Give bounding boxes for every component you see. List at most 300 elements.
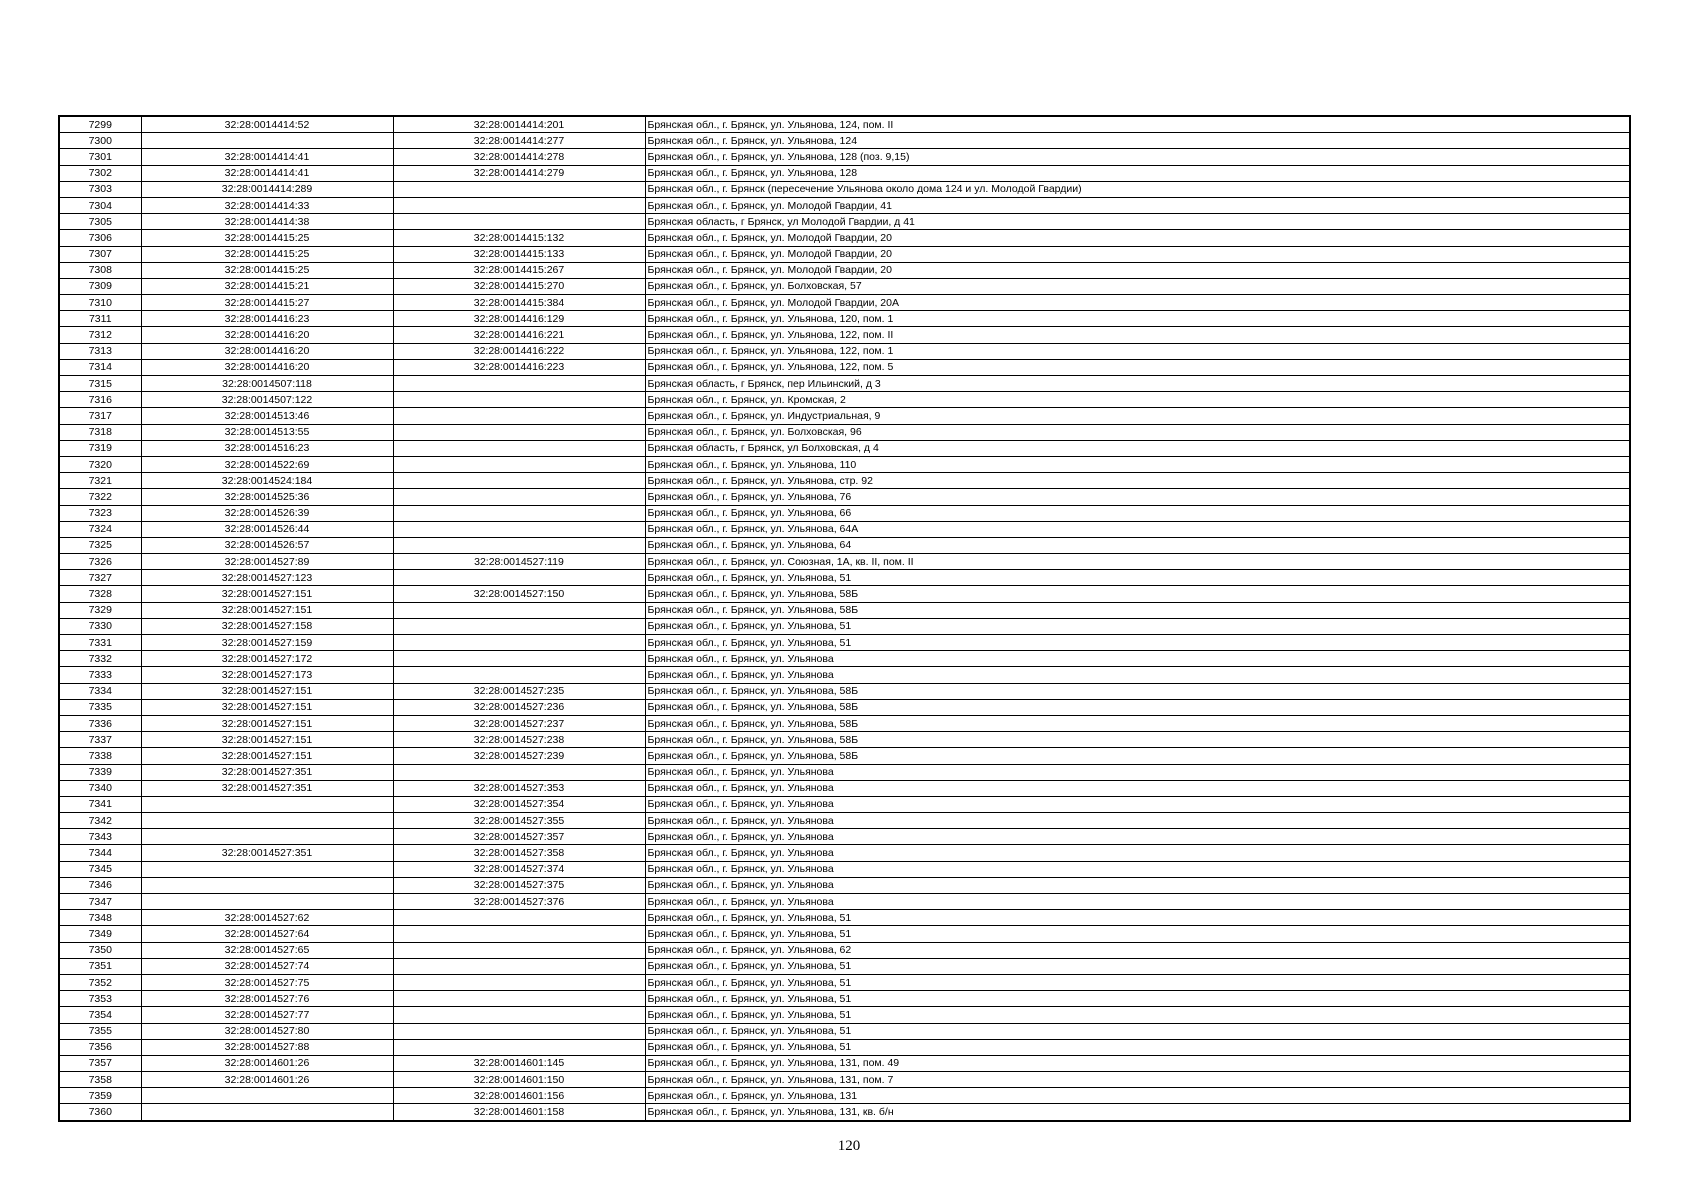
table-row xyxy=(59,635,1630,651)
parcel-number-cell: 32:28:0014507:118 xyxy=(141,376,393,392)
address-cell: Брянская обл., г. Брянск, ул. Ульянова xyxy=(645,813,1630,829)
parcel-number-cell: 32:28:0014527:77 xyxy=(141,1007,393,1023)
parcel-number-cell: 32:28:0014527:351 xyxy=(141,780,393,796)
address-cell: Брянская обл., г. Брянск, ул. Ульянова, 131, пом. 49 xyxy=(645,1055,1630,1071)
parcel-number-cell xyxy=(141,829,393,845)
parcel-number-cell: 32:28:0014527:89 xyxy=(141,554,393,570)
address-cell: Брянская обл., г. Брянск, ул. Индустриальная, 9 xyxy=(645,408,1630,424)
object-number-cell xyxy=(393,764,645,780)
address-cell: Брянская область, г Брянск, ул Болховская, д 4 xyxy=(645,440,1630,456)
row-number-cell: 7339 xyxy=(59,764,141,780)
table-row xyxy=(59,489,1630,505)
table-row xyxy=(59,910,1630,926)
object-number-cell: 32:28:0014527:238 xyxy=(393,732,645,748)
registry-table-body xyxy=(59,116,1630,1121)
address-cell: Брянская обл., г. Брянск, ул. Ульянова xyxy=(645,796,1630,812)
row-number-cell: 7340 xyxy=(59,780,141,796)
object-number-cell: 32:28:0014601:158 xyxy=(393,1104,645,1121)
table-row xyxy=(59,424,1630,440)
row-number-cell: 7317 xyxy=(59,408,141,424)
parcel-number-cell: 32:28:0014414:41 xyxy=(141,149,393,165)
parcel-number-cell: 32:28:0014414:52 xyxy=(141,116,393,133)
parcel-number-cell: 32:28:0014526:44 xyxy=(141,521,393,537)
object-number-cell: 32:28:0014414:279 xyxy=(393,165,645,181)
address-cell: Брянская обл., г. Брянск, ул. Ульянова, 76 xyxy=(645,489,1630,505)
row-number-cell: 7346 xyxy=(59,877,141,893)
row-number-cell: 7322 xyxy=(59,489,141,505)
row-number-cell: 7320 xyxy=(59,456,141,472)
address-cell: Брянская обл., г. Брянск, ул. Ульянова, 58Б xyxy=(645,748,1630,764)
parcel-number-cell: 32:28:0014527:351 xyxy=(141,764,393,780)
row-number-cell: 7345 xyxy=(59,861,141,877)
row-number-cell: 7303 xyxy=(59,181,141,197)
address-cell: Брянская обл., г. Брянск, ул. Ульянова, 58Б xyxy=(645,602,1630,618)
object-number-cell xyxy=(393,473,645,489)
table-row xyxy=(59,877,1630,893)
address-cell: Брянская обл., г. Брянск, ул. Союзная, 1А, кв. II, пом. II xyxy=(645,554,1630,570)
object-number-cell: 32:28:0014416:129 xyxy=(393,311,645,327)
parcel-number-cell: 32:28:0014527:173 xyxy=(141,667,393,683)
parcel-number-cell: 32:28:0014527:151 xyxy=(141,586,393,602)
table-row xyxy=(59,780,1630,796)
row-number-cell: 7310 xyxy=(59,295,141,311)
row-number-cell: 7357 xyxy=(59,1055,141,1071)
table-row xyxy=(59,732,1630,748)
row-number-cell: 7299 xyxy=(59,116,141,133)
object-number-cell xyxy=(393,667,645,683)
row-number-cell: 7328 xyxy=(59,586,141,602)
address-cell: Брянская обл., г. Брянск, ул. Ульянова, 58Б xyxy=(645,683,1630,699)
table-row xyxy=(59,926,1630,942)
address-cell: Брянская обл., г. Брянск, ул. Ульянова, 131, пом. 7 xyxy=(645,1072,1630,1088)
parcel-number-cell: 32:28:0014414:33 xyxy=(141,197,393,213)
table-row xyxy=(59,1055,1630,1071)
row-number-cell: 7353 xyxy=(59,991,141,1007)
row-number-cell: 7314 xyxy=(59,359,141,375)
row-number-cell: 7325 xyxy=(59,537,141,553)
parcel-number-cell: 32:28:0014414:38 xyxy=(141,214,393,230)
object-number-cell: 32:28:0014527:357 xyxy=(393,829,645,845)
row-number-cell: 7338 xyxy=(59,748,141,764)
table-row xyxy=(59,376,1630,392)
object-number-cell: 32:28:0014527:150 xyxy=(393,586,645,602)
parcel-number-cell: 32:28:0014526:57 xyxy=(141,537,393,553)
parcel-number-cell: 32:28:0014527:151 xyxy=(141,683,393,699)
table-row xyxy=(59,618,1630,634)
table-row xyxy=(59,359,1630,375)
parcel-number-cell: 32:28:0014513:55 xyxy=(141,424,393,440)
row-number-cell: 7302 xyxy=(59,165,141,181)
parcel-number-cell: 32:28:0014525:36 xyxy=(141,489,393,505)
row-number-cell: 7309 xyxy=(59,278,141,294)
address-cell: Брянская обл., г. Брянск, ул. Ульянова, 131 xyxy=(645,1088,1630,1104)
row-number-cell: 7313 xyxy=(59,343,141,359)
table-row xyxy=(59,295,1630,311)
parcel-number-cell: 32:28:0014527:351 xyxy=(141,845,393,861)
page-number: 120 xyxy=(837,1138,861,1154)
parcel-number-cell: 32:28:0014527:159 xyxy=(141,635,393,651)
table-row xyxy=(59,586,1630,602)
row-number-cell: 7319 xyxy=(59,440,141,456)
row-number-cell: 7358 xyxy=(59,1072,141,1088)
row-number-cell: 7300 xyxy=(59,133,141,149)
object-number-cell: 32:28:0014527:353 xyxy=(393,780,645,796)
object-number-cell xyxy=(393,1007,645,1023)
address-cell: Брянская обл., г. Брянск, ул. Ульянова xyxy=(645,667,1630,683)
address-cell: Брянская обл., г. Брянск, ул. Ульянова xyxy=(645,829,1630,845)
row-number-cell: 7333 xyxy=(59,667,141,683)
parcel-number-cell: 32:28:0014415:25 xyxy=(141,246,393,262)
table-row xyxy=(59,343,1630,359)
object-number-cell: 32:28:0014601:145 xyxy=(393,1055,645,1071)
parcel-number-cell xyxy=(141,877,393,893)
address-cell: Брянская обл., г. Брянск, ул. Кромская, 2 xyxy=(645,392,1630,408)
parcel-number-cell xyxy=(141,861,393,877)
table-row xyxy=(59,813,1630,829)
object-number-cell: 32:28:0014527:119 xyxy=(393,554,645,570)
row-number-cell: 7354 xyxy=(59,1007,141,1023)
parcel-number-cell: 32:28:0014527:151 xyxy=(141,715,393,731)
table-row xyxy=(59,699,1630,715)
parcel-number-cell: 32:28:0014527:151 xyxy=(141,699,393,715)
address-cell: Брянская обл., г. Брянск, ул. Ульянова, 62 xyxy=(645,942,1630,958)
row-number-cell: 7334 xyxy=(59,683,141,699)
object-number-cell: 32:28:0014415:133 xyxy=(393,246,645,262)
object-number-cell xyxy=(393,376,645,392)
row-number-cell: 7318 xyxy=(59,424,141,440)
table-row xyxy=(59,683,1630,699)
object-number-cell: 32:28:0014601:156 xyxy=(393,1088,645,1104)
address-cell: Брянская обл., г. Брянск, ул. Ульянова, 51 xyxy=(645,991,1630,1007)
parcel-number-cell: 32:28:0014527:76 xyxy=(141,991,393,1007)
table-row xyxy=(59,861,1630,877)
table-row xyxy=(59,230,1630,246)
object-number-cell xyxy=(393,602,645,618)
address-cell: Брянская обл., г. Брянск, ул. Ульянова, 120, пом. 1 xyxy=(645,311,1630,327)
address-cell: Брянская обл., г. Брянск, ул. Ульянова, 66 xyxy=(645,505,1630,521)
table-row xyxy=(59,829,1630,845)
object-number-cell: 32:28:0014416:221 xyxy=(393,327,645,343)
parcel-number-cell xyxy=(141,796,393,812)
parcel-number-cell xyxy=(141,1088,393,1104)
parcel-number-cell: 32:28:0014601:26 xyxy=(141,1055,393,1071)
row-number-cell: 7312 xyxy=(59,327,141,343)
table-row xyxy=(59,991,1630,1007)
object-number-cell: 32:28:0014416:222 xyxy=(393,343,645,359)
parcel-number-cell: 32:28:0014415:21 xyxy=(141,278,393,294)
address-cell: Брянская обл., г. Брянск, ул. Ульянова, 128 (поз. 9,15) xyxy=(645,149,1630,165)
object-number-cell xyxy=(393,489,645,505)
parcel-number-cell: 32:28:0014415:25 xyxy=(141,262,393,278)
object-number-cell: 32:28:0014527:375 xyxy=(393,877,645,893)
parcel-number-cell: 32:28:0014527:74 xyxy=(141,958,393,974)
address-cell: Брянская обл., г. Брянск, ул. Ульянова, 51 xyxy=(645,1039,1630,1055)
table-row xyxy=(59,1072,1630,1088)
row-number-cell: 7323 xyxy=(59,505,141,521)
row-number-cell: 7341 xyxy=(59,796,141,812)
parcel-number-cell: 32:28:0014415:27 xyxy=(141,295,393,311)
table-row xyxy=(59,327,1630,343)
row-number-cell: 7343 xyxy=(59,829,141,845)
object-number-cell: 32:28:0014527:374 xyxy=(393,861,645,877)
object-number-cell xyxy=(393,1023,645,1039)
row-number-cell: 7301 xyxy=(59,149,141,165)
table-row xyxy=(59,505,1630,521)
address-cell: Брянская обл., г. Брянск, ул. Ульянова, 51 xyxy=(645,618,1630,634)
parcel-number-cell: 32:28:0014416:20 xyxy=(141,343,393,359)
table-row xyxy=(59,262,1630,278)
row-number-cell: 7304 xyxy=(59,197,141,213)
row-number-cell: 7355 xyxy=(59,1023,141,1039)
row-number-cell: 7356 xyxy=(59,1039,141,1055)
address-cell: Брянская обл., г. Брянск, ул. Ульянова, 131, кв. б/н xyxy=(645,1104,1630,1121)
address-cell: Брянская обл., г. Брянск, ул. Молодой Гвардии, 20А xyxy=(645,295,1630,311)
parcel-number-cell xyxy=(141,1104,393,1121)
parcel-number-cell: 32:28:0014601:26 xyxy=(141,1072,393,1088)
table-row xyxy=(59,651,1630,667)
table-row xyxy=(59,440,1630,456)
row-number-cell: 7335 xyxy=(59,699,141,715)
table-row xyxy=(59,764,1630,780)
table-row xyxy=(59,165,1630,181)
object-number-cell: 32:28:0014415:384 xyxy=(393,295,645,311)
parcel-number-cell: 32:28:0014527:88 xyxy=(141,1039,393,1055)
row-number-cell: 7326 xyxy=(59,554,141,570)
object-number-cell: 32:28:0014527:237 xyxy=(393,715,645,731)
row-number-cell: 7347 xyxy=(59,894,141,910)
parcel-number-cell xyxy=(141,894,393,910)
object-number-cell xyxy=(393,974,645,990)
address-cell: Брянская обл., г. Брянск, ул. Ульянова, 110 xyxy=(645,456,1630,472)
parcel-number-cell: 32:28:0014527:64 xyxy=(141,926,393,942)
row-number-cell: 7305 xyxy=(59,214,141,230)
address-cell: Брянская обл., г. Брянск, ул. Ульянова, 51 xyxy=(645,910,1630,926)
table-row xyxy=(59,796,1630,812)
address-cell: Брянская обл., г. Брянск, ул. Ульянова, 64А xyxy=(645,521,1630,537)
parcel-number-cell: 32:28:0014507:122 xyxy=(141,392,393,408)
object-number-cell xyxy=(393,197,645,213)
object-number-cell xyxy=(393,424,645,440)
row-number-cell: 7349 xyxy=(59,926,141,942)
row-number-cell: 7352 xyxy=(59,974,141,990)
address-cell: Брянская обл., г. Брянск, ул. Ульянова, 51 xyxy=(645,974,1630,990)
table-row xyxy=(59,1088,1630,1104)
object-number-cell xyxy=(393,910,645,926)
table-row xyxy=(59,667,1630,683)
row-number-cell: 7336 xyxy=(59,715,141,731)
address-cell: Брянская обл., г. Брянск, ул. Болховская, 57 xyxy=(645,278,1630,294)
object-number-cell xyxy=(393,1039,645,1055)
row-number-cell: 7329 xyxy=(59,602,141,618)
object-number-cell xyxy=(393,958,645,974)
row-number-cell: 7351 xyxy=(59,958,141,974)
table-row xyxy=(59,942,1630,958)
address-cell: Брянская обл., г. Брянск, ул. Ульянова, 51 xyxy=(645,1007,1630,1023)
parcel-number-cell: 32:28:0014414:289 xyxy=(141,181,393,197)
parcel-number-cell: 32:28:0014527:151 xyxy=(141,732,393,748)
address-cell: Брянская обл., г. Брянск, ул. Ульянова, стр. 92 xyxy=(645,473,1630,489)
row-number-cell: 7315 xyxy=(59,376,141,392)
table-row xyxy=(59,748,1630,764)
row-number-cell: 7348 xyxy=(59,910,141,926)
row-number-cell: 7344 xyxy=(59,845,141,861)
object-number-cell xyxy=(393,392,645,408)
address-cell: Брянская обл., г. Брянск, ул. Ульянова, 122, пом. 5 xyxy=(645,359,1630,375)
table-row xyxy=(59,456,1630,472)
parcel-number-cell: 32:28:0014414:41 xyxy=(141,165,393,181)
address-cell: Брянская обл., г. Брянск, ул. Ульянова, 51 xyxy=(645,926,1630,942)
parcel-number-cell: 32:28:0014527:151 xyxy=(141,748,393,764)
table-row xyxy=(59,116,1630,133)
object-number-cell: 32:28:0014527:358 xyxy=(393,845,645,861)
row-number-cell: 7330 xyxy=(59,618,141,634)
table-row xyxy=(59,1039,1630,1055)
object-number-cell: 32:28:0014414:201 xyxy=(393,116,645,133)
table-row xyxy=(59,408,1630,424)
address-cell: Брянская обл., г. Брянск, ул. Ульянова, 58Б xyxy=(645,586,1630,602)
parcel-number-cell: 32:28:0014416:23 xyxy=(141,311,393,327)
parcel-number-cell: 32:28:0014527:75 xyxy=(141,974,393,990)
registry-table xyxy=(58,115,1631,1122)
address-cell: Брянская обл., г. Брянск, ул. Ульянова xyxy=(645,764,1630,780)
parcel-number-cell: 32:28:0014527:123 xyxy=(141,570,393,586)
object-number-cell: 32:28:0014527:236 xyxy=(393,699,645,715)
object-number-cell: 32:28:0014415:270 xyxy=(393,278,645,294)
table-row xyxy=(59,521,1630,537)
address-cell: Брянская обл., г. Брянск, ул. Ульянова, 124 xyxy=(645,133,1630,149)
parcel-number-cell: 32:28:0014416:20 xyxy=(141,327,393,343)
object-number-cell xyxy=(393,618,645,634)
row-number-cell: 7332 xyxy=(59,651,141,667)
parcel-number-cell: 32:28:0014527:62 xyxy=(141,910,393,926)
object-number-cell: 32:28:0014527:235 xyxy=(393,683,645,699)
table-row xyxy=(59,149,1630,165)
table-row xyxy=(59,392,1630,408)
object-number-cell: 32:28:0014416:223 xyxy=(393,359,645,375)
parcel-number-cell: 32:28:0014527:151 xyxy=(141,602,393,618)
table-row xyxy=(59,1023,1630,1039)
object-number-cell xyxy=(393,635,645,651)
address-cell: Брянская обл., г. Брянск, ул. Ульянова, 122, пом. II xyxy=(645,327,1630,343)
address-cell: Брянская обл., г. Брянск, ул. Ульянова, 51 xyxy=(645,635,1630,651)
row-number-cell: 7360 xyxy=(59,1104,141,1121)
row-number-cell: 7316 xyxy=(59,392,141,408)
table-row xyxy=(59,214,1630,230)
object-number-cell xyxy=(393,942,645,958)
row-number-cell: 7306 xyxy=(59,230,141,246)
address-cell: Брянская область, г Брянск, ул Молодой Гвардии, д 41 xyxy=(645,214,1630,230)
address-cell: Брянская обл., г. Брянск, ул. Ульянова xyxy=(645,894,1630,910)
object-number-cell: 32:28:0014414:278 xyxy=(393,149,645,165)
address-cell: Брянская обл., г. Брянск, ул. Ульянова, 124, пом. II xyxy=(645,116,1630,133)
address-cell: Брянская обл., г. Брянск, ул. Ульянова, 51 xyxy=(645,1023,1630,1039)
address-cell: Брянская обл., г. Брянск, ул. Молодой Гвардии, 20 xyxy=(645,262,1630,278)
table-row xyxy=(59,197,1630,213)
table-row xyxy=(59,278,1630,294)
object-number-cell xyxy=(393,991,645,1007)
address-cell: Брянская обл., г. Брянск (пересечение Ульянова около дома 124 и ул. Молодой Гвардии) xyxy=(645,181,1630,197)
parcel-number-cell: 32:28:0014526:39 xyxy=(141,505,393,521)
parcel-number-cell: 32:28:0014513:46 xyxy=(141,408,393,424)
address-cell: Брянская обл., г. Брянск, ул. Ульянова, 58Б xyxy=(645,699,1630,715)
object-number-cell xyxy=(393,570,645,586)
address-cell: Брянская обл., г. Брянск, ул. Молодой Гвардии, 20 xyxy=(645,246,1630,262)
object-number-cell xyxy=(393,537,645,553)
parcel-number-cell: 32:28:0014416:20 xyxy=(141,359,393,375)
object-number-cell: 32:28:0014527:354 xyxy=(393,796,645,812)
table-row xyxy=(59,602,1630,618)
row-number-cell: 7331 xyxy=(59,635,141,651)
parcel-number-cell xyxy=(141,133,393,149)
row-number-cell: 7359 xyxy=(59,1088,141,1104)
table-row xyxy=(59,715,1630,731)
table-row xyxy=(59,845,1630,861)
parcel-number-cell: 32:28:0014527:172 xyxy=(141,651,393,667)
parcel-number-cell: 32:28:0014516:23 xyxy=(141,440,393,456)
address-cell: Брянская обл., г. Брянск, ул. Ульянова, 58Б xyxy=(645,732,1630,748)
object-number-cell: 32:28:0014527:239 xyxy=(393,748,645,764)
parcel-number-cell: 32:28:0014527:80 xyxy=(141,1023,393,1039)
parcel-number-cell: 32:28:0014527:65 xyxy=(141,942,393,958)
table-row xyxy=(59,570,1630,586)
address-cell: Брянская обл., г. Брянск, ул. Ульянова xyxy=(645,845,1630,861)
address-cell: Брянская обл., г. Брянск, ул. Ульянова, 58Б xyxy=(645,715,1630,731)
object-number-cell: 32:28:0014527:355 xyxy=(393,813,645,829)
parcel-number-cell: 32:28:0014524:184 xyxy=(141,473,393,489)
row-number-cell: 7324 xyxy=(59,521,141,537)
address-cell: Брянская обл., г. Брянск, ул. Ульянова, 128 xyxy=(645,165,1630,181)
row-number-cell: 7308 xyxy=(59,262,141,278)
table-row xyxy=(59,311,1630,327)
object-number-cell xyxy=(393,505,645,521)
row-number-cell: 7337 xyxy=(59,732,141,748)
table-row xyxy=(59,537,1630,553)
row-number-cell: 7307 xyxy=(59,246,141,262)
parcel-number-cell: 32:28:0014415:25 xyxy=(141,230,393,246)
table-row xyxy=(59,894,1630,910)
address-cell: Брянская обл., г. Брянск, ул. Ульянова, 51 xyxy=(645,570,1630,586)
object-number-cell xyxy=(393,214,645,230)
address-cell: Брянская обл., г. Брянск, ул. Ульянова, 51 xyxy=(645,958,1630,974)
address-cell: Брянская обл., г. Брянск, ул. Ульянова, 64 xyxy=(645,537,1630,553)
table-row xyxy=(59,1104,1630,1121)
table-row xyxy=(59,133,1630,149)
parcel-number-cell xyxy=(141,813,393,829)
address-cell: Брянская обл., г. Брянск, ул. Молодой Гвардии, 41 xyxy=(645,197,1630,213)
row-number-cell: 7327 xyxy=(59,570,141,586)
row-number-cell: 7350 xyxy=(59,942,141,958)
parcel-number-cell: 32:28:0014527:158 xyxy=(141,618,393,634)
row-number-cell: 7342 xyxy=(59,813,141,829)
address-cell: Брянская обл., г. Брянск, ул. Ульянова xyxy=(645,861,1630,877)
table-row xyxy=(59,246,1630,262)
object-number-cell xyxy=(393,440,645,456)
row-number-cell: 7311 xyxy=(59,311,141,327)
object-number-cell: 32:28:0014601:150 xyxy=(393,1072,645,1088)
parcel-number-cell: 32:28:0014522:69 xyxy=(141,456,393,472)
object-number-cell xyxy=(393,456,645,472)
object-number-cell xyxy=(393,521,645,537)
table-row xyxy=(59,554,1630,570)
address-cell: Брянская область, г Брянск, пер Ильинский, д 3 xyxy=(645,376,1630,392)
table-row xyxy=(59,974,1630,990)
table-row xyxy=(59,958,1630,974)
object-number-cell xyxy=(393,926,645,942)
address-cell: Брянская обл., г. Брянск, ул. Ульянова, 122, пом. 1 xyxy=(645,343,1630,359)
object-number-cell: 32:28:0014527:376 xyxy=(393,894,645,910)
row-number-cell: 7321 xyxy=(59,473,141,489)
object-number-cell: 32:28:0014415:132 xyxy=(393,230,645,246)
